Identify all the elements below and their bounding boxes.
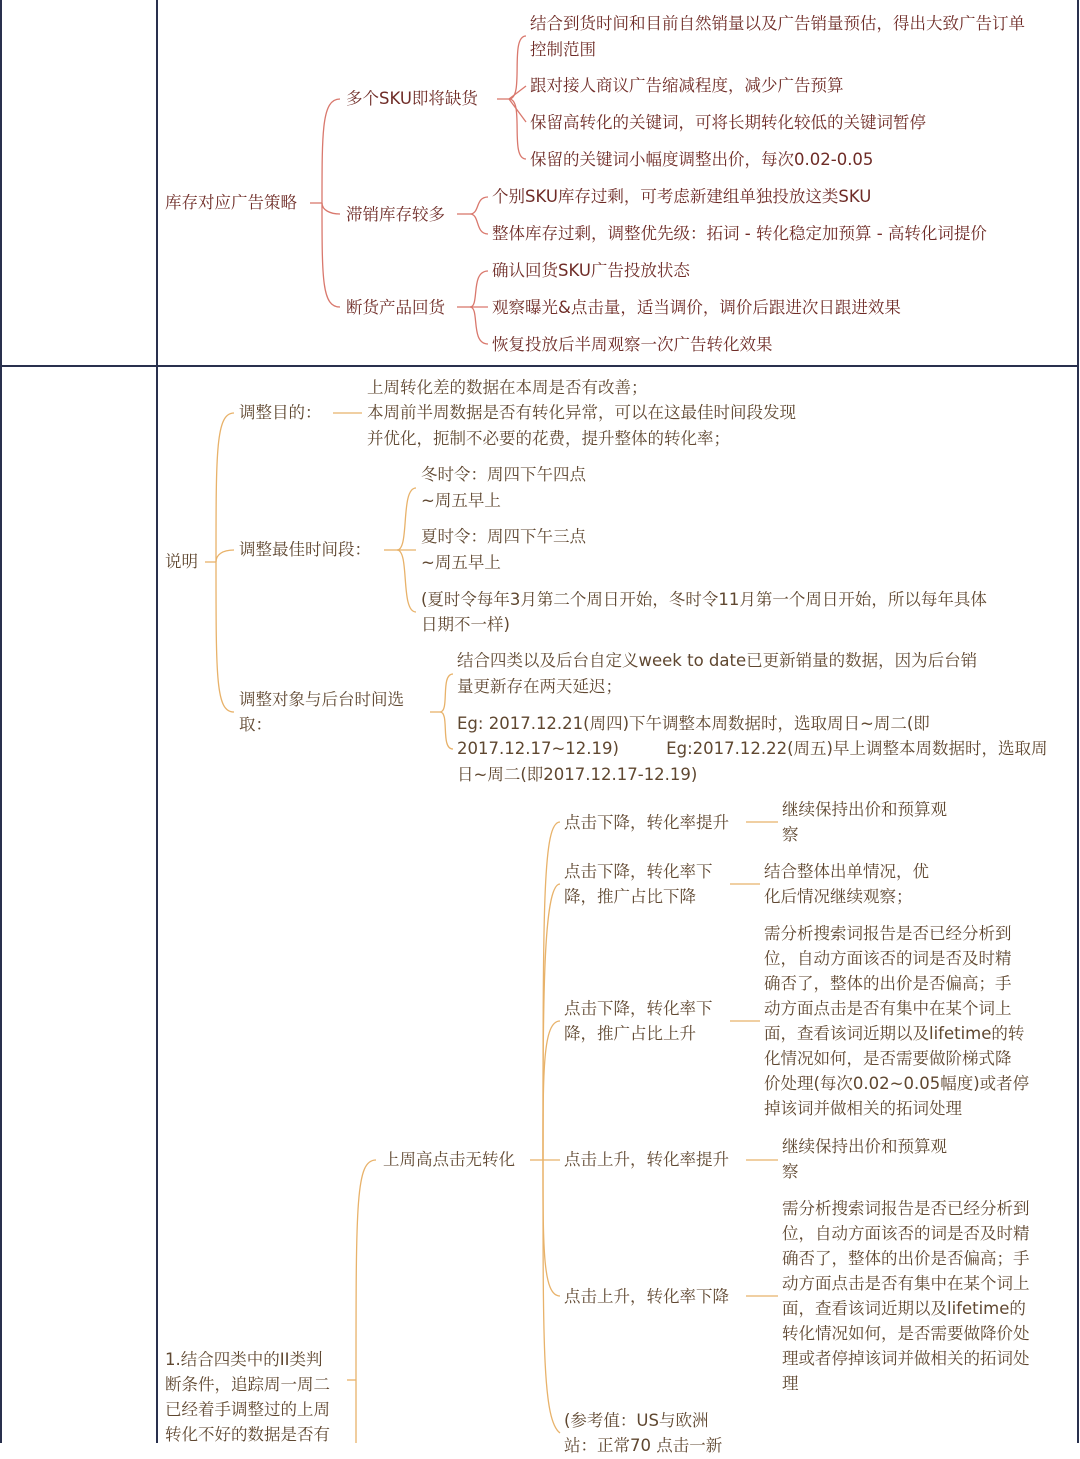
case-result-line: 面，查看该词近期以及lifetime的转 — [764, 1024, 1025, 1043]
branch-node-low-stock: 多个SKU即将缺货 — [346, 89, 478, 108]
case-node: 降，推广占比上升 — [564, 1024, 696, 1043]
case-node: 点击下降，转化率下 — [564, 862, 713, 881]
branch-node-restock: 断货产品回货 — [346, 298, 445, 317]
case-result-line: 化情况如何，是否需要做阶梯式降 — [764, 1049, 1012, 1068]
case-result-line: 理或者停掉该词并做相关的拓词处 — [782, 1349, 1030, 1368]
case-node: 点击上升，转化率提升 — [564, 1150, 729, 1169]
connector — [216, 413, 234, 562]
connector — [470, 197, 488, 214]
case-result-line: 继续保持出价和预算观 — [782, 800, 947, 819]
goal-text-line: 本周前半周数据是否有转化异常，可以在这最佳时间段发现 — [367, 403, 796, 422]
case-result-line: 动方面点击是否有集中在某个词上 — [782, 1274, 1030, 1293]
root-node-explanation: 说明 — [165, 552, 198, 571]
connector — [216, 562, 234, 712]
connector — [322, 99, 340, 203]
connector — [509, 99, 526, 159]
root-node-tracking-line: 断条件，追踪周一周二 — [165, 1375, 330, 1394]
case-result-line: 位，自动方面该否的词是否及时精 — [782, 1224, 1030, 1243]
case-result-line: 察 — [782, 1162, 799, 1181]
connector — [440, 712, 453, 749]
leaf-node: 确认回货SKU广告投放状态 — [492, 261, 690, 280]
case-result-line: 继续保持出价和预算观 — [782, 1137, 947, 1156]
case-result-line: 化后情况继续观察； — [764, 887, 913, 906]
leaf-node: 恢复投放后半周观察一次广告转化效果 — [492, 335, 773, 354]
case-node: 点击下降，转化率提升 — [564, 813, 729, 832]
case-result-line: 确否了，整体的出价是否偏高；手 — [782, 1249, 1030, 1268]
connector — [216, 550, 234, 562]
example-text-line: 日~周二(即2017.12.17-12.19) — [457, 765, 698, 784]
case-result-line: 价处理(每次0.02~0.05幅度)或者停 — [764, 1074, 1030, 1093]
branch-node-high-click-no-conversion: 上周高点击无转化 — [383, 1150, 515, 1169]
case-result-line: 需分析搜索词报告是否已经分析到 — [764, 924, 1012, 943]
connector — [509, 36, 526, 99]
case-result-line: 掉该词并做相关的拓词处理 — [764, 1099, 962, 1118]
leaf-node: 整体库存过剩，调整优先级：拓词 - 转化稳定加预算 - 高转化词提价 — [492, 224, 987, 243]
case-result-line: 察 — [782, 825, 799, 844]
connector — [397, 488, 416, 550]
connector — [397, 550, 416, 612]
case-node: 降，推广占比下降 — [564, 887, 696, 906]
case-node: 站：正常70 点击一新 — [564, 1436, 723, 1455]
root-node-tracking-line: 1.结合四类中的II类判 — [165, 1350, 323, 1369]
connector — [470, 271, 488, 307]
case-result-line: 需分析搜索词报告是否已经分析到 — [782, 1199, 1030, 1218]
winter-time-line: 冬时令：周四下午四点 — [421, 465, 586, 484]
branch-node-goal: 调整目的： — [239, 403, 322, 422]
root-node-tracking-line: 转化不好的数据是否有 — [165, 1425, 330, 1444]
case-node: (参考值：US与欧洲 — [564, 1411, 709, 1430]
case-result-line: 确否了，整体的出价是否偏高；手 — [764, 974, 1012, 993]
connector — [470, 214, 488, 234]
goal-text-line: 并优化，扼制不必要的花费，提升整体的转化率； — [367, 429, 730, 448]
goal-text-line: 上周转化差的数据在本周是否有改善； — [367, 378, 648, 397]
connector — [543, 1160, 560, 1433]
summer-time-line: 夏时令：周四下午三点 — [421, 527, 586, 546]
root-node-tracking-line: 已经着手调整过的上周 — [165, 1400, 330, 1419]
branch-node-target-line: 调整对象与后台时间选 — [239, 690, 404, 709]
time-note-line: (夏时令每年3月第二个周日开始，冬时令11月第一个周日开始，所以每年具体 — [421, 590, 987, 609]
root-node-inventory-strategy: 库存对应广告策略 — [165, 193, 297, 212]
branch-node-target-line: 取： — [239, 715, 272, 734]
case-result-line: 面，查看该词近期以及lifetime的 — [782, 1299, 1026, 1318]
leaf-node: 观察曝光&点击量，适当调价，调价后跟进次日跟进效果 — [492, 298, 901, 317]
connector — [470, 307, 488, 344]
connector — [543, 822, 560, 1160]
leaf-node: 保留的关键词小幅度调整出价，每次0.02-0.05 — [530, 150, 874, 169]
case-result-line: 位，自动方面该否的词是否及时精 — [764, 949, 1012, 968]
case-result-line: 转化情况如何，是否需要做降价处 — [782, 1324, 1030, 1343]
leaf-node: 个别SKU库存过剩，可考虑新建组单独投放这类SKU — [492, 187, 872, 206]
connector — [440, 674, 453, 712]
target-text-line: 量更新存在两天延迟； — [457, 677, 622, 696]
leaf-node: 跟对接人商议广告缩减程度，减少广告预算 — [530, 76, 844, 95]
case-node: 点击上升，转化率下降 — [564, 1287, 729, 1306]
case-result-line: 动方面点击是否有集中在某个词上 — [764, 999, 1012, 1018]
case-result-line: 结合整体出单情况，优 — [764, 862, 929, 881]
connector — [509, 86, 526, 99]
leaf-node: 保留高转化的关键词，可将长期转化较低的关键词暂停 — [530, 113, 926, 132]
example-text-line: Eg: 2017.12.21(周四)下午调整本周数据时，选取周日~周二(即 — [457, 714, 930, 733]
case-node: 点击下降，转化率下 — [564, 999, 713, 1018]
example-text-line: 2017.12.17~12.19) Eg:2017.12.22(周五)早上调整本周数据时，选取周 — [457, 739, 1048, 758]
connector — [543, 1160, 560, 1296]
target-text-line: 结合四类以及后台自定义week to date已更新销量的数据，因为后台销 — [457, 651, 978, 670]
leaf-node: 结合到货时间和目前自然销量以及广告销量预估，得出大致广告订单控制范围 — [530, 14, 1025, 59]
branch-node-excess-stock: 滞销库存较多 — [346, 205, 445, 224]
branch-node-best-time: 调整最佳时间段： — [239, 540, 371, 559]
connector — [543, 1021, 560, 1160]
winter-time-line: ~周五早上 — [421, 491, 501, 510]
case-result-line: 理 — [782, 1374, 799, 1393]
connector — [322, 203, 340, 307]
time-note-line: 日期不一样) — [421, 615, 510, 634]
connector — [322, 203, 340, 214]
connector — [356, 1160, 376, 1380]
summer-time-line: ~周五早上 — [421, 553, 501, 572]
